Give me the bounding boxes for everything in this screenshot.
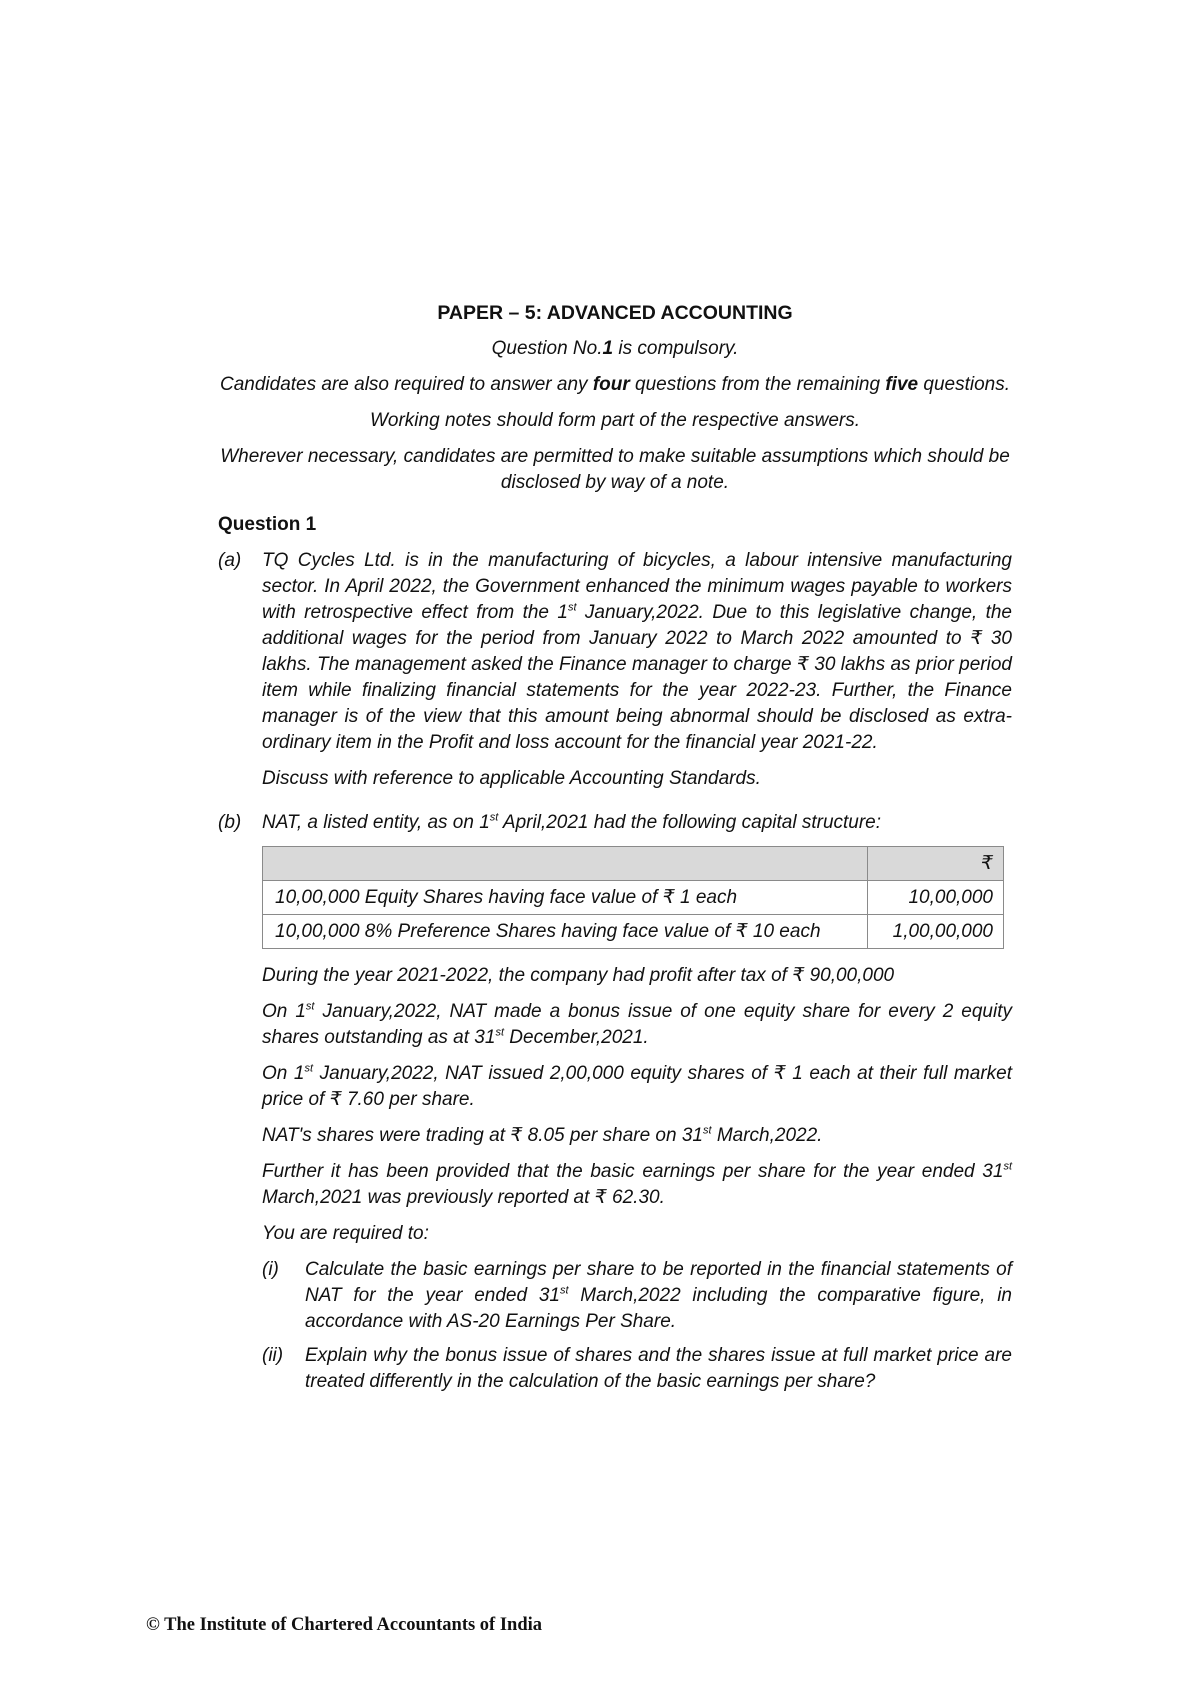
- question-part-a: [218, 548, 1012, 802]
- sub-ii-text: Explain why the bonus issue of shares and the shares issue at full market price are treated differently in the calculation of the basic earnings per share?: [305, 1345, 1012, 1392]
- part-b-market-issue: On 1st January,2022, NAT issued 2,00,000 equity shares of ₹ 1 each at their full market price of ₹ 7.60 per share.: [262, 1062, 1012, 1110]
- part-b-previous-eps: Further it has been provided that the basic earnings per share for the year ended 31st March,2021 was previously reported at ₹ 62.30.: [262, 1160, 1012, 1208]
- sub-question-i: (i) Calculate the basic earnings per share to be reported in the financial statements of NAT for the year ended 31st March,2022 including the comparative figure, in accordance with AS-20 Earnings Per Share.: [262, 1259, 1012, 1332]
- capital-structure-table: [262, 846, 1004, 949]
- row-label: 10,00,000 Equity Shares having face value of ₹ 1 each: [263, 881, 868, 915]
- instruction-working-notes: Working notes should form part of the respective answers.: [369, 410, 860, 431]
- table-header-row: [263, 847, 1004, 881]
- instruction-compulsory: Question No.1 is compulsory.: [491, 338, 739, 359]
- part-b-required: You are required to:: [262, 1223, 429, 1244]
- footer-copyright: © The Institute of Chartered Accountants of India: [146, 1615, 543, 1635]
- sub-question-ii: [262, 1343, 1012, 1395]
- rupee-header: ₹: [868, 847, 1004, 881]
- row-amount: 1,00,00,000: [868, 915, 1004, 949]
- row-label: 10,00,000 8% Preference Shares having face value of ₹ 10 each: [263, 915, 868, 949]
- question-part-b: [218, 810, 1012, 1403]
- paper-title: PAPER – 5: ADVANCED ACCOUNTING: [437, 302, 793, 324]
- part-b-profit: During the year 2021-2022, the company had profit after tax of ₹ 90,00,000: [262, 965, 895, 986]
- part-b-intro: NAT, a listed entity, as on 1st April,2021 had the following capital structure:: [262, 811, 882, 833]
- part-a-paragraph: TQ Cycles Ltd. is in the manufacturing of bicycles, a labour intensive manufacturing sector. In April 2022, the Government enhanced the minimum wages payable to workers with retrospective effect from the 1st January,2022. Due to this legislative change, the additional wages for the period from January 2022 to March 2022 amounted to ₹ 30 lakhs. The management asked the Finance manager to charge ₹ 30 lakhs as prior period item while finalizing financial statements for the year 2022-23. Further, the Finance manager is of the view that this amount being abnormal should be disclosed as extra-ordinary item in the Profit and loss account for the financial year 2021-22.: [262, 550, 1013, 753]
- instruction-answer-four: Candidates are also required to answer any four questions from the remaining five questions.: [219, 374, 1010, 395]
- part-a-discuss: Discuss with reference to applicable Accounting Standards.: [262, 768, 761, 789]
- part-a-marker: (a): [218, 550, 242, 571]
- question-paper-content: [218, 300, 1012, 1411]
- part-b-bonus-issue: On 1st January,2022, NAT made a bonus issue of one equity share for every 2 equity shares outstanding as at 31st December,2021.: [262, 1000, 1012, 1048]
- question-heading: Question 1: [218, 514, 317, 535]
- table-row: [263, 915, 1004, 949]
- part-b-trading-price: NAT's shares were trading at ₹ 8.05 per share on 31st March,2022.: [262, 1124, 823, 1146]
- sub-ii-marker: (ii): [262, 1345, 284, 1366]
- table-header-label: [263, 847, 868, 881]
- instruction-assumptions: Wherever necessary, candidates are permitted to make suitable assumptions which should be disclosed by way of a note.: [220, 446, 1010, 493]
- row-amount: 10,00,000: [868, 881, 1004, 915]
- sub-i-marker: (i): [262, 1259, 279, 1280]
- part-b-marker: (b): [218, 812, 242, 833]
- table-row: [263, 881, 1004, 915]
